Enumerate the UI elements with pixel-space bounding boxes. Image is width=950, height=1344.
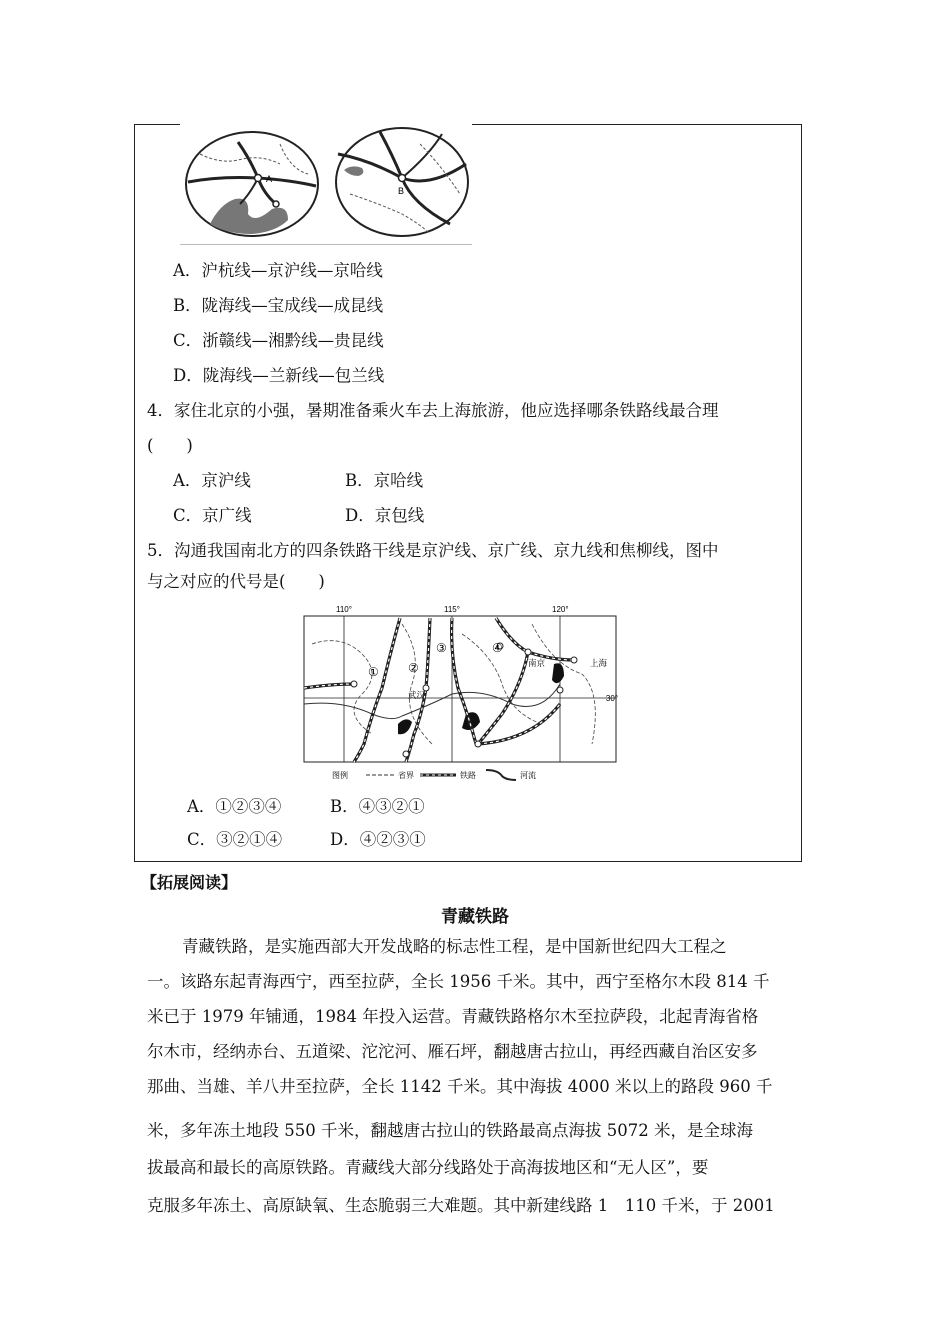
- article-line-8: 克服多年冻土、高原缺氧、生态脆弱三大难题。其中新建线路 1 110 千米，于 2001: [147, 1196, 775, 1215]
- q4-option-d: D．京包线: [345, 506, 425, 525]
- q5-option-d: D．④②③①: [330, 830, 426, 849]
- article-line-2: 一。该路东起青海西宁，西至拉萨，全长 1956 千米。其中，西宁至格尔木段 814 千: [147, 972, 770, 991]
- railway-map-north-south: [302, 604, 618, 782]
- q3-option-a: A．沪杭线—京沪线—京哈线: [173, 261, 383, 280]
- line-number-4: ④: [492, 641, 503, 655]
- article-title: 青藏铁路: [441, 907, 509, 927]
- map-label-b: B: [398, 186, 405, 196]
- q4-option-c: C．京广线: [173, 506, 252, 525]
- city-nanjing: 南京: [528, 658, 546, 668]
- city-shanghai: 上海: [590, 658, 608, 668]
- legend-title: 图例: [332, 771, 348, 780]
- extended-reading-heading: 【拓展阅读】: [141, 873, 238, 892]
- article-line-5: 那曲、当雄、羊八井至拉萨，全长 1142 千米。其中海拔 4000 米以上的路段 960 千: [147, 1077, 773, 1096]
- q5-option-a: A．①②③④: [187, 797, 282, 816]
- legend-rail: 铁路: [460, 771, 476, 780]
- railway-map-figure: [302, 604, 618, 782]
- railway-maps-ab: [180, 124, 472, 245]
- city-wuhan: 武汉: [408, 690, 426, 700]
- q5-stem-line2: 与之对应的代号是( ): [147, 572, 325, 591]
- q3-option-b: B．陇海线—宝成线—成昆线: [173, 296, 384, 315]
- q4-stem-line1: 4．家住北京的小强，暑期准备乘火车去上海旅游，他应选择哪条铁路线最合理: [147, 401, 719, 420]
- map-label-a: A: [266, 174, 273, 184]
- article-line-7: 拔最高和最长的高原铁路。青藏线大部分线路处于高海拔地区和“无人区”，要: [147, 1158, 709, 1177]
- article-line-4: 尔木市，经纳赤台、五道梁、沱沱河、雁石坪，翻越唐古拉山，再经西藏自治区安多: [147, 1042, 758, 1061]
- q3-option-d: D．陇海线—兰新线—包兰线: [173, 366, 385, 385]
- article-line-3: 米已于 1979 年铺通，1984 年投入运营。青藏铁路格尔木至拉萨段，北起青海省格: [147, 1007, 759, 1026]
- article-line-6: 米，多年冻土地段 550 千米，翻越唐古拉山的铁路最高点海拔 5072 米，是全球海: [147, 1121, 753, 1140]
- lat-label-30: 30°: [605, 694, 618, 703]
- q3-option-c: C．浙赣线—湘黔线—贵昆线: [173, 331, 384, 350]
- legend-river: 河流: [520, 771, 536, 780]
- q4-option-b: B．京哈线: [345, 471, 424, 490]
- lon-label-110: 110°: [336, 605, 352, 614]
- q4-option-a: A．京沪线: [173, 471, 251, 490]
- article-line-1: 青藏铁路，是实施西部大开发战略的标志性工程，是中国新世纪四大工程之: [182, 937, 727, 956]
- q5-option-c: C．③②①④: [187, 830, 283, 849]
- q5-option-b: B．④③②①: [330, 797, 425, 816]
- q5-stem-line1: 5．沟通我国南北方的四条铁路干线是京沪线、京广线、京九线和焦柳线，图中: [147, 541, 719, 560]
- lon-label-120: 120°: [552, 605, 569, 614]
- q4-stem-line2: ( ): [147, 436, 193, 455]
- railway-map-ab-figure: [180, 124, 472, 244]
- line-number-1: ①: [368, 665, 379, 679]
- line-number-3: ③: [436, 641, 447, 655]
- legend-province: 省界: [398, 771, 414, 780]
- line-number-2: ②: [408, 661, 419, 675]
- lon-label-115: 115°: [444, 605, 460, 614]
- legend-river-symbol: [486, 770, 516, 780]
